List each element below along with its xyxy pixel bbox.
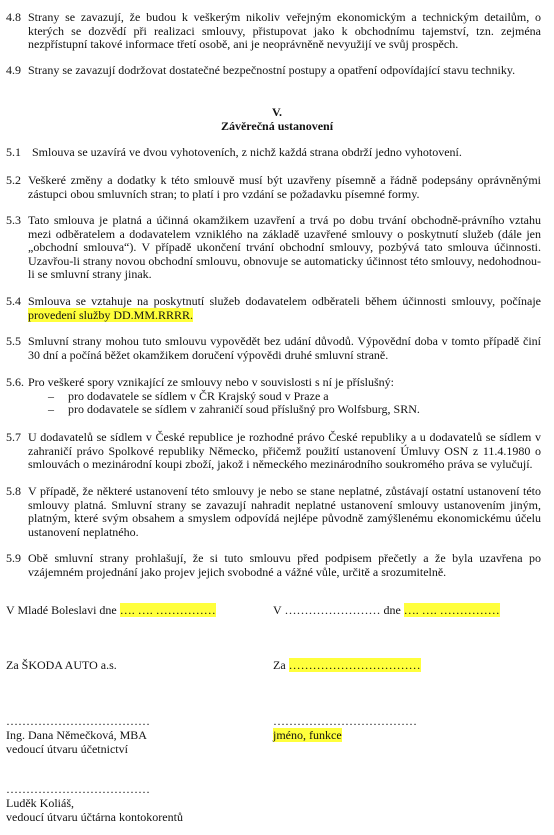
name-function-field[interactable]: jméno, funkce	[273, 728, 342, 742]
jurisdiction-list	[28, 390, 541, 417]
clause-number: 5.9	[6, 551, 21, 565]
company-field-right[interactable]: ……………………………	[288, 658, 421, 672]
highlighted-date-field: provedení služby DD.MM.RRRR.	[28, 307, 193, 322]
signature-place-left: V Mladé Boleslavi dne …. …. ……………	[6, 603, 216, 617]
signatory-company-right: Za ……………………………	[273, 658, 421, 672]
signature-place-right: V …………………… dne …. …. ……………	[273, 603, 500, 617]
place-field-right[interactable]: ……………………	[284, 603, 381, 617]
clause-5-5	[6, 335, 541, 362]
clause-text: V případě, že některé ustanovení této smlouvy je nebo se stane neplatné, zůstávají ostatní ustanovení této smlouvy platná. Smluvní strany se zavazují nahradit neplatné ustanovení smlouvy ustanovením jiným, platným, které svým obsahem a smyslem odpovídá nejlépe původně zamýšlenému ekonomickému účelu ustanovení neplatného.	[28, 484, 541, 539]
signature-line-left-1: ………………………………	[6, 714, 150, 728]
clause-text-main: Smlouva se vztahuje na poskytnutí služeb dodavatelem odběrateli během účinnosti smlouvy, počínaje	[28, 294, 541, 308]
signatory-name-right	[273, 729, 342, 743]
clause-number: 5.1	[6, 145, 21, 159]
clause-text: Smlouva se uzavírá ve dvou vyhotoveních, z nichž každá strana obdrží jedno vyhotovení.	[32, 145, 462, 159]
clause-4-8	[6, 11, 541, 52]
section-title: Závěrečná ustanovení	[220, 119, 334, 133]
clause-text	[28, 376, 541, 417]
clause-text-intro: Pro veškeré spory vznikající ze smlouvy nebo v souvislosti s ní je příslušný:	[28, 375, 394, 389]
clause-number: 5.7	[6, 430, 21, 444]
clause-5-7	[6, 431, 541, 472]
list-item: – pro dodavatele se sídlem v ČR Krajský soud v Praze a	[48, 388, 329, 403]
clause-number: 4.8	[6, 10, 21, 24]
clause-text: U dodavatelů se sídlem v České republice je rozhodné právo České republiky a u dodavatelů se sídlem v zahraničí právo Spolkové republiky Německo, přičemž použití ustanovení Úmluvy OSN z 11.4.1980 o smlouvách o mezinárodní koupi zboží, jakož i německého mezinárodního soukromého práva se vylučují.	[28, 430, 541, 472]
clause-5-3	[6, 214, 541, 282]
signatory-role-2: vedoucí útvaru účtárna kontokorentů	[6, 810, 183, 824]
clause-text: Veškeré změny a dodatky k této smlouvě musí být uzavřeny písemně a řádně podepsány oprávněnými zástupci obou smluvních stran; to platí i pro vzdání se požadavku písemné formy.	[28, 173, 541, 201]
clause-text: Tato smlouva je platná a účinná okamžikem uzavření a trvá po dobu trvání obchodně-právního vztahu mezi odběratelem a dodavatelem vzniklého na základě uzavřené smlouvy o poskytnutí služeb (dále jen „obchodní smlouva“). V případě ukončení trvání obchodní smlouvy, pozbývá tato smlouva účinnosti. Uzavřou-li strany novou obchodní smlouvu, obnovuje se automaticky účinnost této smlouvy, nedohodnou-li se smluvní strany jinak.	[28, 213, 541, 282]
clause-number: 5.2	[6, 173, 21, 187]
date-field-left[interactable]: …. …. ……………	[119, 603, 216, 617]
clause-text: Strany se zavazují, že budou k veškerým nikoliv veřejným ekonomickým a technickým detailům, o kterých se dozvědí při realizaci smlouvy, přistupovat jako k obchodnímu tajemství, tzn. zejména nezpřístupní takové informace třetí osobě, ani je neoprávněně nevyužijí ve svůj prospěch.	[28, 10, 541, 52]
signature-line-right-1: ………………………………	[273, 714, 417, 728]
signatory-role-1: vedoucí útvaru účetnictví	[6, 742, 128, 756]
signatory-name-1: Ing. Dana Němečková, MBA	[6, 728, 147, 742]
section-numeral: V.	[271, 105, 283, 119]
clause-number: 4.9	[6, 63, 21, 77]
clause-5-2	[6, 174, 541, 201]
clause-5-8	[6, 485, 541, 539]
clause-text	[28, 295, 541, 322]
list-item: – pro dodavatele se sídlem v zahraničí soud příslušný pro Wolfsburg, SRN.	[48, 402, 420, 417]
clause-number: 5.3	[6, 213, 21, 227]
clause-number: 5.8	[6, 484, 21, 498]
clause-5-6	[6, 376, 541, 417]
clause-4-9	[6, 64, 541, 78]
signatory-company-left: Za ŠKODA AUTO a.s.	[6, 658, 117, 672]
clause-text: Strany se zavazují dodržovat dostatečné bezpečnostní postupy a opatření odpovídající stavu techniky.	[28, 63, 516, 77]
clause-number: 5.5	[6, 334, 21, 348]
date-field-right[interactable]: …. …. ……………	[403, 603, 500, 617]
clause-5-9	[6, 552, 541, 579]
signatory-name-2: Luděk Koliáš,	[6, 796, 74, 810]
clause-number: 5.4	[6, 294, 21, 308]
clause-5-4	[6, 295, 541, 322]
clause-number: 5.6.	[6, 375, 24, 389]
clause-5-1	[6, 146, 541, 160]
clause-text: Smluvní strany mohou tuto smlouvu vypovědět bez udání důvodů. Výpovědní doba v tomto případě činí 30 dní a počíná běžet okamžikem doručení výpovědi druhé smluvní straně.	[28, 334, 541, 362]
signature-line-left-2: ………………………………	[6, 782, 150, 796]
clause-text: Obě smluvní strany prohlašují, že si tuto smlouvu před podpisem přečetly a že byla uzavřena po vzájemném projednání jako projev jejich svobodné a vážné vůle, určitě a srozumitelně.	[28, 551, 541, 579]
